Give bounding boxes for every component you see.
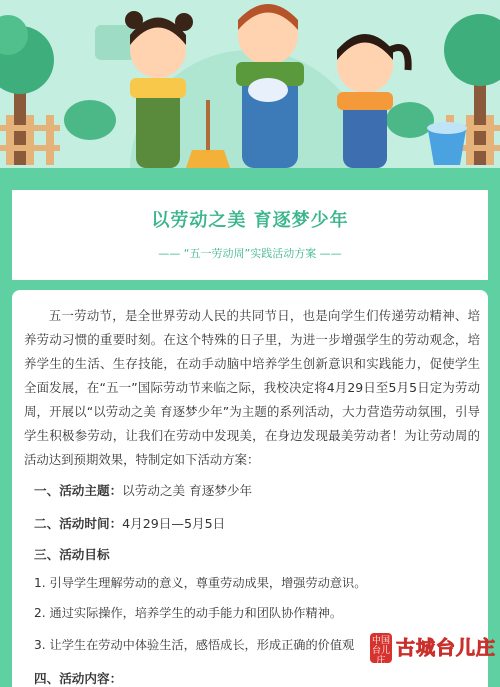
children-labor-illustration [0,0,500,175]
title-card [12,190,488,280]
section-goals-heading: 三、活动目标 [34,547,110,562]
watermark-seal-icon: 中国台儿庄 [370,633,392,663]
page-subtitle: —— “五一劳动周”实践活动方案 —— [158,247,342,260]
section-theme-label: 一、活动主题： [34,483,123,498]
site-watermark [366,625,498,681]
intro-paragraph: 五一劳动节，是全世界劳动人民的共同节日，也是向学生们传递劳动精神、培养劳动习惯的重要时刻。在这个特殊的日子里，为进一步增强学生的劳动观念，培养学生的生活、生存技能，在动手动脑中培养学生创新意识和实践能力，促使学生全面发展，在“五一”国际劳动节来临之际，我校决定将4月29日至5月5日定为劳动周，开展以“以劳动之美 育逐梦少年”为主题的系列活动，大力营造劳动氛围，引导学生积极参劳动，让我们在劳动中发现美，在身边发现最美劳动者！为让劳动周的活动达到预期效果，特制定如下活动方案： [24,308,480,467]
watermark-url: www.gctez.com [406,661,477,671]
section-theme [34,480,252,499]
banner-illustration [0,0,500,175]
section-time-label: 二、活动时间： [34,516,123,531]
goal-item: 2. 通过实际操作，培养学生的动手能力和团队协作精神。 [34,606,343,620]
section-content-heading: 四、活动内容： [34,671,123,686]
banner-bottom-band [0,168,500,180]
goal-item: 3. 让学生在劳动中体验生活，感悟成长，形成正确的价值观 [34,638,355,652]
section-time [34,513,225,532]
page-title: 以劳动之美 育逐梦少年 [151,210,349,231]
section-time-value: 4月29日—5月5日 [122,516,226,531]
watermark-name: 古城台儿庄 [396,637,497,659]
goal-item: 1. 引导学生理解劳动的意义，尊重劳动成果，增强劳动意识。 [34,576,367,590]
section-theme-value: 以劳动之美 育逐梦少年 [122,483,253,498]
